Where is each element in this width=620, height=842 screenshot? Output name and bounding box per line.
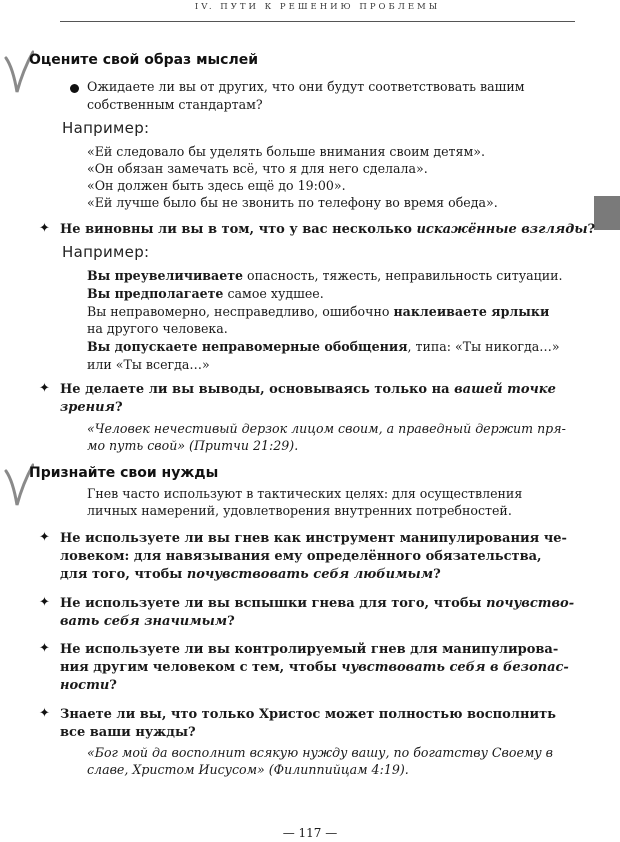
four-point-star-icon: ✦: [39, 595, 50, 610]
intro-line: личных намерений, удовлетворения внутренних потребностей.: [87, 503, 512, 518]
header-rule: [60, 21, 575, 22]
bullet-dot-icon: [70, 84, 79, 93]
four-point-star-icon: ✦: [39, 381, 50, 396]
question-line: Не используете ли вы вспышки гнева для того, чтобы почувство-: [60, 596, 575, 611]
question-line: ния другим человеком с тем, чтобы чувствовать себя в безопас-: [60, 660, 569, 675]
question-line: Не используете ли вы контролируемый гнев для манипулирова-: [60, 642, 559, 657]
scripture-quote: «Человек нечестивый дерзок лицом своим, а праведный держит пря-: [87, 421, 566, 436]
question-line: все ваши нужды?: [60, 725, 196, 740]
question-distorted-views: Не виновны ли вы в том, что у вас несколько искажённые взгляды?: [60, 222, 596, 237]
question-line: ности?: [60, 678, 117, 693]
example-line: или «Ты всегда…»: [87, 357, 210, 372]
example-line: Вы предполагаете самое худшее.: [87, 286, 324, 301]
four-point-star-icon: ✦: [39, 221, 50, 236]
example-label: Например:: [62, 243, 150, 261]
four-point-star-icon: ✦: [39, 706, 50, 721]
scripture-quote: «Бог мой да восполнит всякую нужду вашу, по богатству Своему в: [87, 745, 553, 760]
question-line: Знаете ли вы, что только Христос может полностью восполнить: [60, 707, 556, 722]
example-line: Вы допускаете неправомерные обобщения, типа: «Ты никогда…»: [87, 339, 560, 354]
bullet-line: собственным стандартам?: [87, 97, 263, 112]
question-line: для того, чтобы почувствовать себя любимым?: [60, 567, 441, 582]
example-line: Вы преувеличиваете опасность, тяжесть, неправильность ситуации.: [87, 268, 563, 283]
example-line: «Он обязан замечать всё, что я для него сделала».: [87, 161, 428, 176]
example-line: на другого человека.: [87, 321, 228, 336]
question-own-viewpoint-cont: зрения?: [60, 400, 123, 415]
running-header: IV. ПУТИ К РЕШЕНИЮ ПРОБЛЕМЫ: [194, 2, 441, 12]
scripture-quote: славе, Христом Иисусом» (Филиппийцам 4:19).: [87, 762, 409, 777]
scripture-quote: мо путь свой» (Притчи 21:29).: [87, 438, 299, 453]
example-line: «Ей следовало бы уделять больше внимания своим детям».: [87, 144, 485, 159]
chapter-tab: [594, 196, 620, 230]
intro-line: Гнев часто используют в тактических целях: для осуществления: [87, 486, 523, 501]
example-line: «Он должен быть здесь ещё до 19:00».: [87, 178, 346, 193]
question-line: ловеком: для навязывания ему определённого обязательства,: [60, 549, 542, 564]
four-point-star-icon: ✦: [39, 530, 50, 545]
section-title-thinking: Оцените свой образ мыслей: [29, 52, 259, 68]
bullet-line: Ожидаете ли вы от других, что они будут соответствовать вашим: [87, 79, 525, 94]
section-title-needs: Признайте свои нужды: [29, 465, 219, 481]
page-number: — 117 —: [282, 826, 338, 840]
example-line: Вы неправомерно, несправедливо, ошибочно наклеиваете ярлыки: [87, 304, 550, 319]
question-own-viewpoint: Не делаете ли вы выводы, основываясь только на вашей точке: [60, 382, 556, 397]
four-point-star-icon: ✦: [39, 641, 50, 656]
example-line: «Ей лучше было бы не звонить по телефону во время обеда».: [87, 195, 498, 210]
example-label: Например:: [62, 119, 150, 137]
question-line: Не используете ли вы гнев как инструмент манипулирования че-: [60, 531, 567, 546]
question-line: вать себя значимым?: [60, 614, 235, 629]
